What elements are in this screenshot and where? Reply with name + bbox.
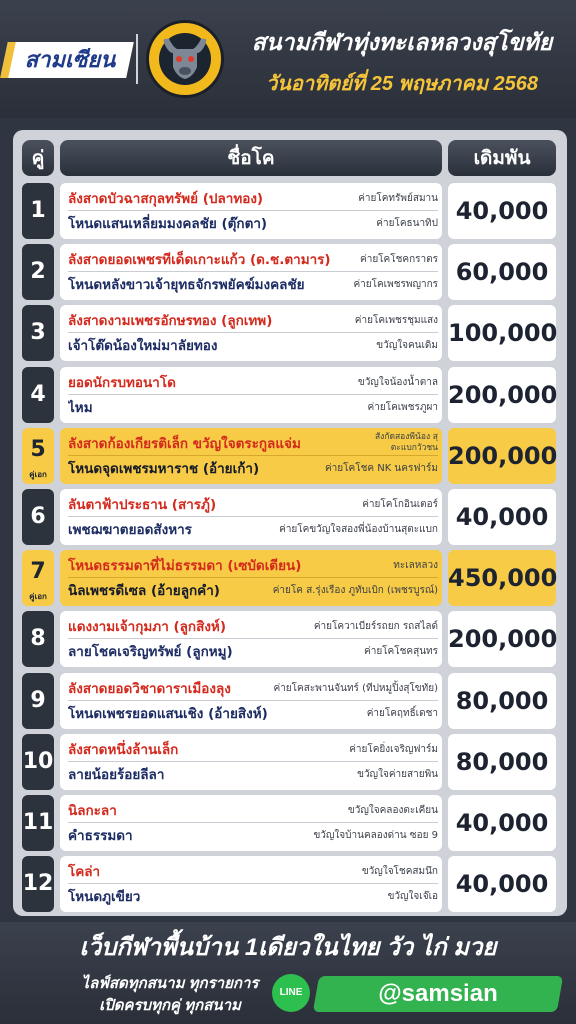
table-row (22, 244, 558, 300)
main-event-label: คู่เอก (29, 470, 47, 479)
red-bull-name: ลันตาฟ้าประธาน (สารภู้) (68, 497, 217, 513)
red-corner (68, 309, 438, 333)
blue-bull-name: เพชฌฆาตยอดสังหาร (68, 522, 192, 538)
table-row (22, 550, 558, 606)
match-number-value: 6 (30, 504, 46, 529)
blue-bull-name: นิลเพชรดีเซล (อ้ายลูกคำ) (68, 583, 220, 599)
match-number (22, 611, 54, 667)
matchup (60, 795, 442, 851)
bet-amount: 40,000 (448, 183, 556, 239)
red-bull-camp: ค่ายโคโกอินเตอร์ (358, 493, 438, 517)
bet-amount: 200,000 (448, 428, 556, 484)
match-number-value: 9 (30, 688, 46, 713)
match-number (22, 489, 54, 545)
matchup (60, 183, 442, 239)
match-number-value: 10 (22, 749, 54, 774)
bet-amount: 80,000 (448, 734, 556, 790)
red-bull-camp: ค่ายโคเพชรชุมแสง (351, 309, 438, 333)
red-corner (68, 615, 438, 639)
blue-bull-name: โหนดจุดเพชรมหาราช (อ้ายเก้า) (68, 461, 260, 477)
red-bull-name: โหนดธรรมดาที่ไม่ธรรมดา (เซบัดเตียน) (68, 558, 302, 574)
red-corner (68, 187, 438, 211)
blue-corner (68, 885, 438, 909)
red-bull-name: ลังสาดบัวฉาสกุลทรัพย์ (ปลาทอง) (68, 191, 264, 207)
red-bull-name: แดงงามเจ้ากุมภา (ลูกสิงห์) (68, 619, 227, 635)
blue-bull-camp: ค่ายโคฤทธิ์เดชา (363, 702, 438, 726)
red-bull-camp: ทะเลหลวง (389, 554, 438, 578)
matchup (60, 428, 442, 484)
blue-corner (68, 763, 438, 787)
blue-bull-camp: ค่ายโคเพชรภูผา (364, 396, 438, 420)
footer-headline: เว็บกีฬาพื้นบ้าน 1เดียวในไทย วัว ไก่ มวย (79, 934, 497, 961)
bet-amount: 40,000 (448, 795, 556, 851)
table-row (22, 673, 558, 729)
blue-bull-name: ลายโชคเจริญทรัพย์ (ลูกหมู) (68, 644, 233, 660)
match-number-value: 2 (30, 259, 46, 284)
line-handle[interactable]: @samsian (378, 980, 498, 1007)
red-bull-name: ยอดนักรบทอนาโด (68, 375, 176, 391)
red-corner (68, 677, 438, 701)
blue-bull-name: ลายน้อยร้อยลีลา (68, 767, 165, 783)
bet-amount: 450,000 (448, 550, 556, 606)
blue-bull-name: โหนดภูเขียว (68, 889, 141, 905)
red-bull-camp: ค่ายโคสะพานจันทร์ (ทีปหมูปิ้งสุโขทัย) (270, 677, 439, 701)
match-number-value: 1 (30, 198, 46, 223)
blue-bull-name: เจ้าโต๊ดน้องใหม่มาลัยทอง (68, 338, 218, 354)
match-number-value: 3 (30, 320, 46, 345)
bet-amount: 40,000 (448, 856, 556, 912)
table-row (22, 428, 558, 484)
red-bull-camp: ขวัญใจน้องน้ำตาล (354, 371, 438, 395)
blue-bull-camp: ค่ายโคโชคสุนทร (360, 640, 438, 664)
blue-corner (68, 824, 438, 848)
bet-amount: 60,000 (448, 244, 556, 300)
red-bull-name: ลังสาดยอดวิชาดาราเมืองลุง (68, 681, 231, 697)
red-bull-name: ลังสาดหนึ่งล้านเล็ก (68, 742, 179, 758)
red-corner (68, 738, 438, 762)
match-number (22, 428, 54, 484)
blue-bull-camp: ขวัญใจค่ายสายพิน (353, 763, 438, 787)
match-number-value: 11 (22, 810, 54, 835)
blue-bull-camp: ขวัญใจคนเดิม (372, 334, 438, 358)
brand-name: สามเซียน (24, 47, 116, 72)
matchup (60, 856, 442, 912)
table-row (22, 367, 558, 423)
matchup (60, 489, 442, 545)
blue-bull-name: ไหม (68, 400, 93, 416)
red-bull-camp: ค่ายโคทรัพย์สมาน (354, 187, 438, 211)
blue-corner (68, 702, 438, 726)
blue-bull-name: โหนดเพชรยอดแสนเชิง (อ้ายสิงห์) (68, 706, 268, 722)
table-row (22, 489, 558, 545)
footer-line-2: เปิดครบทุกคู่ ทุกสนาม (99, 997, 241, 1014)
blue-corner (68, 579, 438, 603)
table-row (22, 183, 558, 239)
matchup (60, 367, 442, 423)
matchup (60, 305, 442, 361)
red-bull-camp: ค่ายโควาเบียร์รถยก รถสไลด์ (310, 615, 438, 639)
col-header-names: ชื่อโค (60, 140, 442, 176)
blue-bull-camp: ค่ายโคขวัญใจสองพี่น้องบ้านสุตะแบก (275, 518, 438, 542)
red-corner (68, 799, 438, 823)
red-corner (68, 371, 438, 395)
red-bull-name: ลังสาดยอดเพชรทีเด็ดเกาะแก้ว (ด.ช.ตามาร) (68, 252, 331, 268)
red-corner (68, 860, 438, 884)
blue-bull-camp: ค่ายโคโชค NK นครฟาร์ม (321, 457, 438, 481)
col-header-amount: เดิมพัน (448, 140, 556, 176)
table-row (22, 734, 558, 790)
blue-bull-name: โหนดหลังขาวเจ้ายุทธจักรพยัคฆ์มงคลชัย (68, 277, 305, 293)
red-bull-camp: ค่ายโคโชคกราตร (356, 248, 438, 272)
bet-amount: 200,000 (448, 611, 556, 667)
bull-logo-icon (146, 20, 224, 98)
match-number (22, 550, 54, 606)
col-header-no: คู่ (22, 140, 54, 176)
match-number-value: 4 (30, 382, 46, 407)
matchup (60, 244, 442, 300)
red-corner (68, 554, 438, 578)
matchup (60, 611, 442, 667)
matchup (60, 734, 442, 790)
match-number (22, 367, 54, 423)
red-corner (68, 493, 438, 517)
blue-corner (68, 212, 438, 236)
red-bull-camp: ขวัญใจคลองตะเคียน (344, 799, 438, 823)
red-bull-camp: ขวัญใจโชคสมนึก (358, 860, 438, 884)
match-number (22, 183, 54, 239)
blue-corner (68, 640, 438, 664)
match-number-value: 7 (30, 559, 46, 584)
table-row (22, 795, 558, 851)
bet-amount: 40,000 (448, 489, 556, 545)
match-number (22, 795, 54, 851)
blue-corner (68, 396, 438, 420)
match-number (22, 734, 54, 790)
red-bull-name: นิลกะลา (68, 803, 117, 819)
match-number (22, 305, 54, 361)
match-number-value: 8 (30, 626, 46, 651)
red-bull-name: โคล่า (68, 864, 101, 880)
table-row (22, 856, 558, 912)
red-bull-camp: ค่ายโคยิ่งเจริญฟาร์ม (345, 738, 438, 762)
blue-corner (68, 457, 438, 481)
blue-bull-camp: ค่ายโคธนาทิป (372, 212, 438, 236)
blue-corner (68, 273, 438, 297)
bet-amount: 80,000 (448, 673, 556, 729)
matchup (60, 550, 442, 606)
match-number (22, 856, 54, 912)
table-row (22, 611, 558, 667)
line-icon[interactable]: LINE (272, 974, 310, 1012)
match-number-value: 12 (22, 871, 54, 896)
bet-amount: 200,000 (448, 367, 556, 423)
brand-divider (136, 34, 138, 84)
blue-bull-camp: ขวัญใจบ้านคลองด่าน ซอย 9 (309, 824, 438, 848)
matchup (60, 673, 442, 729)
blue-bull-name: โหนดแสนเหลี่ยมมงคลชัย (ตุ๊กตา) (68, 216, 268, 232)
match-number (22, 244, 54, 300)
bet-amount: 100,000 (448, 305, 556, 361)
footer-line-1: ไลฟ์สดทุกสนาม ทุกรายการ (81, 975, 259, 992)
event-date: วันอาทิตย์ที่ 25 พฤษภาคม 2568 (265, 73, 539, 95)
red-bull-name: ลังสาดงามเพชรอักษรทอง (ลูกเทพ) (68, 313, 273, 329)
blue-bull-camp: ค่ายโคเพชรพญากร (349, 273, 438, 297)
blue-bull-camp: ขวัญใจเจ๊เอ (384, 885, 438, 909)
blue-bull-name: คำธรรมดา (68, 828, 133, 844)
table-row (22, 305, 558, 361)
blue-corner (68, 334, 438, 358)
blue-bull-camp: ค่ายโค ส.รุ่งเรือง ภูทับเบิก (เพชรบูรณ์) (269, 579, 438, 603)
red-corner (68, 432, 438, 456)
main-event-label: คู่เอก (29, 592, 47, 601)
match-number (22, 673, 54, 729)
red-corner (68, 248, 438, 272)
blue-corner (68, 518, 438, 542)
match-number-value: 5 (30, 437, 46, 462)
red-bull-name: ลังสาดก้องเกียรติเล็ก ขวัญใจตระกูลแจ่ม (68, 436, 301, 452)
red-bull-camp: สังกัดสองพี่น้อง สุตะแบกวัวชน (366, 432, 438, 454)
page-title: สนามกีฬาทุ่งทะเลหลวงสุโขทัย (251, 29, 553, 55)
